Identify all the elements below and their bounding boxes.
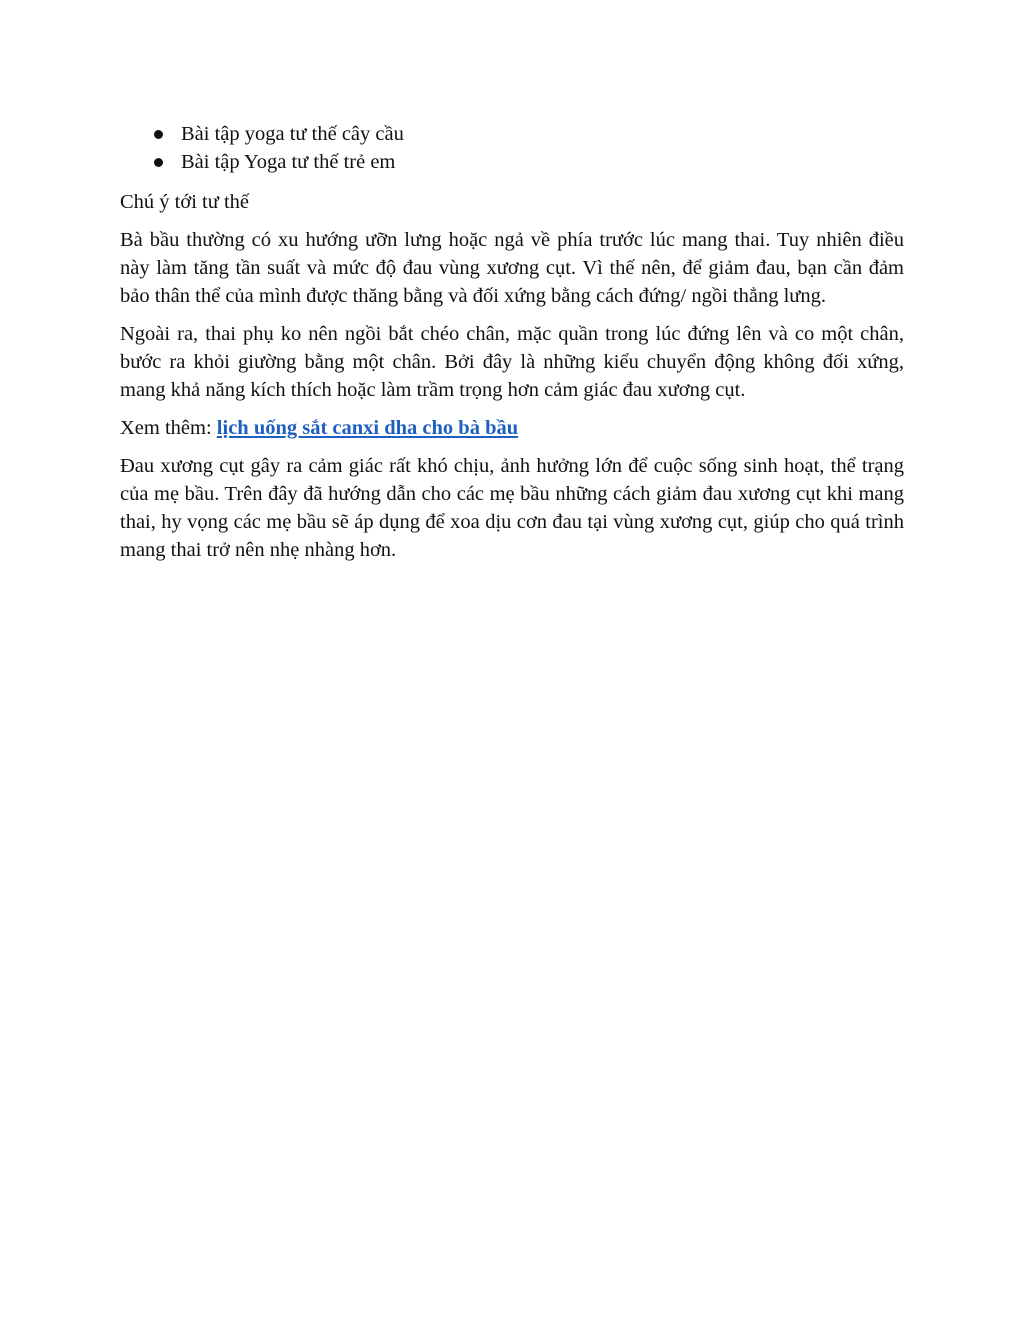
see-more-label: Xem thêm: — [120, 417, 217, 439]
list-item — [120, 120, 904, 148]
list-item-text: Bài tập yoga tư thế cây cầu — [181, 123, 404, 145]
document-body — [120, 120, 904, 564]
list-item — [120, 148, 904, 176]
paragraph-conclusion: Đau xương cụt gây ra cảm giác rất khó chịu, ảnh hưởng lớn để cuộc sống sinh hoạt, thể trạng của mẹ bầu. Trên đây đã hướng dẫn cho các mẹ bầu những cách giảm đau xương cụt khi mang thai, hy vọng các mẹ bầu sẽ áp dụng để xoa dịu cơn đau tại vùng xương cụt, giúp cho quá trình mang thai trở nên nhẹ nhàng hơn. — [120, 455, 904, 561]
list-item-text: Bài tập Yoga tư thế trẻ em — [181, 151, 396, 173]
bullet-icon — [154, 158, 163, 167]
see-more-link[interactable]: lịch uống sắt canxi dha cho bà bầu — [216, 417, 519, 439]
bullet-icon — [154, 130, 163, 139]
see-more-line — [120, 414, 904, 442]
section-heading: Chú ý tới tư thế — [120, 191, 250, 213]
bullet-list — [120, 120, 904, 176]
paragraph-avoid-movements: Ngoài ra, thai phụ ko nên ngồi bắt chéo chân, mặc quần trong lúc đứng lên và co một chân, bước ra khỏi giường bằng một chân. Bởi đây là những kiểu chuyển động không đối xứng, mang khả năng kích thích hoặc làm trầm trọng hơn cảm giác đau xương cụt. — [120, 323, 904, 401]
paragraph-posture: Bà bầu thường có xu hướng ưỡn lưng hoặc ngả về phía trước lúc mang thai. Tuy nhiên điều này làm tăng tần suất và mức độ đau vùng xương cụt. Vì thế nên, để giảm đau, bạn cần đảm bảo thân thể của mình được thăng bằng và đối xứng bằng cách đứng/ ngồi thẳng lưng. — [120, 229, 904, 307]
